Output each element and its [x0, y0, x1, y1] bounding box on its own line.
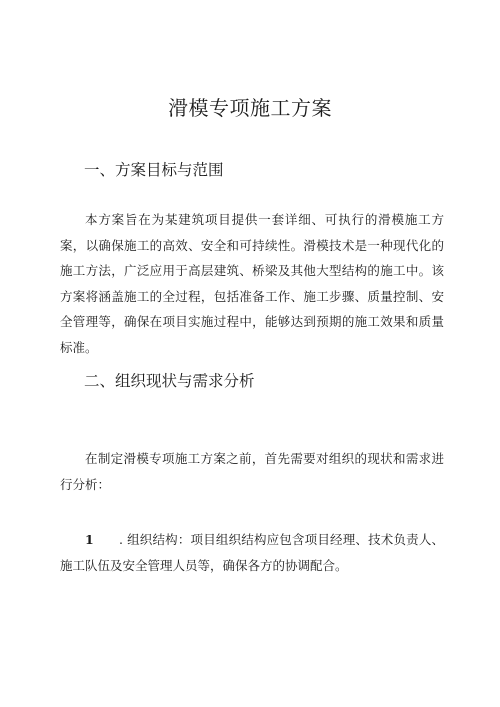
- section-heading-goals: 一、方案目标与范围: [84, 161, 224, 179]
- section-heading-analysis: 二、组织现状与需求分析: [84, 372, 255, 390]
- list-item: [60, 527, 444, 578]
- section-paragraph-goals: 本方案旨在为某建筑项目提供一套详细、可执行的滑模施工方案，以确保施工的高效、安全和可持续性。滑模技术是一种现代化的施工方法，广泛应用于高层建筑、桥梁及其他大型结构的施工中。该方案将涵盖施工的全过程，包括准备工作、施工步骤、质量控制、安全管理等，确保在项目实施过程中，能够达到预期的施工效果和质量标准。: [60, 212, 444, 355]
- document-title: 滑模专项施工方案: [168, 96, 332, 120]
- list-item-text: . 组织结构：项目组织结构应包含项目经理、技术负责人、施工队伍及安全管理人员等，确保各方的协调配合。: [60, 532, 444, 573]
- section-paragraph-analysis: 在制定滑模专项施工方案之前，首先需要对组织的现状和需求进行分析：: [60, 451, 444, 492]
- list-item-number: 1: [85, 532, 94, 547]
